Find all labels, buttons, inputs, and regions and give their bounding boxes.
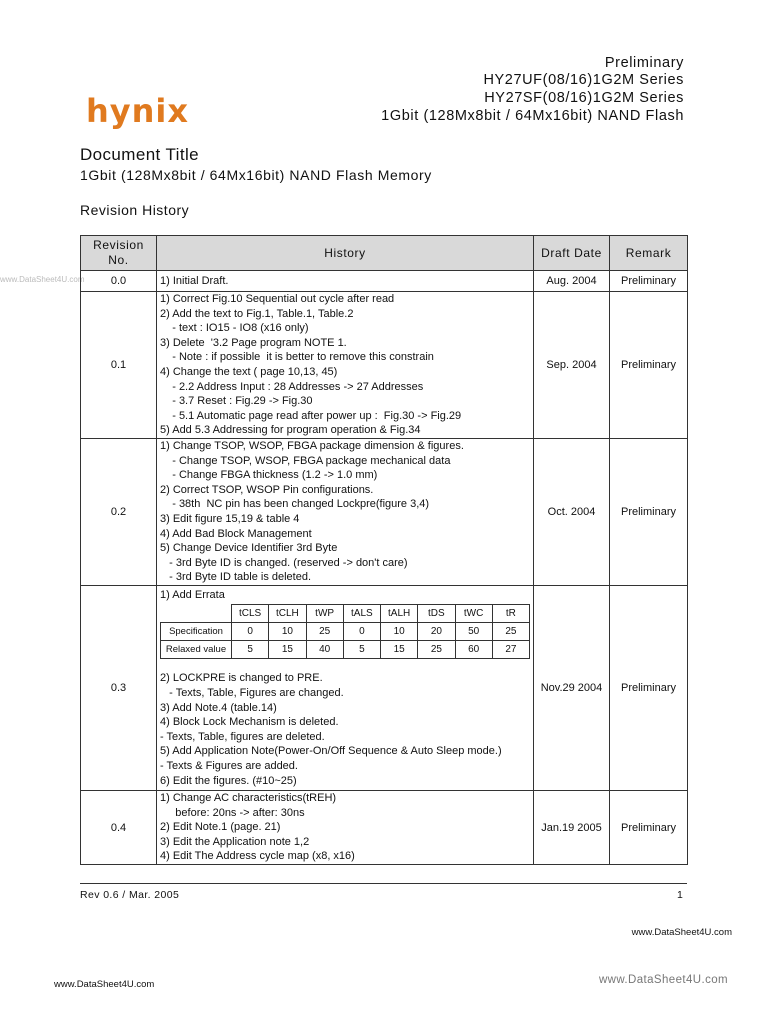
errata-header-row (161, 605, 530, 623)
section-heading: Revision History (80, 202, 190, 218)
errata-cell: 0 (232, 623, 269, 641)
header-series-sf: HY27SF(08/16)1G2M Series (484, 90, 684, 106)
history-line: 1) Change AC characteristics(tREH) (160, 792, 337, 805)
errata-cell: 5 (232, 641, 269, 659)
errata-col-tr: tR (492, 605, 529, 623)
errata-col-twp: tWP (306, 605, 343, 623)
revision-number: 0.2 (81, 439, 157, 586)
hynix-logo: hynix (86, 92, 190, 130)
errata-col-tcls: tCLS (232, 605, 269, 623)
history-line: 5) Change Device Identifier 3rd Byte (160, 542, 338, 555)
header-product: 1Gbit (128Mx8bit / 64Mx16bit) NAND Flash (381, 108, 684, 124)
remark: Preliminary (610, 439, 688, 586)
history-line: - 3rd Byte ID table is deleted. (160, 571, 312, 584)
page-number: 1 (677, 889, 683, 901)
history-line: - 2.2 Address Input : 28 Addresses -> 27 Addresses (160, 380, 424, 393)
history-line: 1) Change TSOP, WSOP, FBGA package dimension & figures. (160, 440, 464, 453)
history-line: - Change FBGA thickness (1.2 -> 1.0 mm) (160, 469, 378, 482)
errata-col-talh: tALH (381, 605, 418, 623)
errata-cell: 10 (381, 623, 418, 641)
revision-number: 0.3 (81, 586, 157, 791)
table-row (81, 586, 688, 791)
footer-divider (80, 883, 687, 884)
table-row (81, 791, 688, 865)
header-remark: Remark (610, 236, 688, 271)
errata-corner (161, 605, 232, 623)
history-cell (157, 586, 534, 791)
remark: Preliminary (610, 292, 688, 439)
history-line: 5) Add Application Note(Power-On/Off Sequence & Auto Sleep mode.) (160, 745, 502, 758)
header-no-label: No. (108, 253, 129, 267)
watermark-link-bottom-left[interactable]: www.DataSheet4U.com (54, 979, 155, 990)
history-line: - Texts, Table, Figures are changed. (160, 687, 344, 700)
watermark-link-right[interactable]: www.DataSheet4U.com (631, 927, 732, 938)
history-line: 1) Add Errata (160, 588, 225, 601)
history-line: - 38th NC pin has been changed Lockpre(figure 3,4) (160, 498, 430, 511)
errata-cell: 40 (306, 641, 343, 659)
draft-date: Jan.19 2005 (534, 791, 610, 865)
history-line: 5) Add 5.3 Addressing for program operation & Fig.34 (160, 424, 421, 437)
history-line: 1) Initial Draft. (160, 274, 229, 287)
remark: Preliminary (610, 271, 688, 292)
errata-col-tals: tALS (343, 605, 380, 623)
revision-number: 0.4 (81, 791, 157, 865)
history-line: 4) Edit The Address cycle map (x8, x16) (160, 850, 355, 863)
errata-row-specification (161, 623, 530, 641)
history-line: 6) Edit the figures. (#10~25) (160, 774, 297, 787)
history-line: - Texts, Table, figures are deleted. (160, 730, 325, 743)
history-line: - Texts & Figures are added. (160, 759, 298, 772)
history-cell (157, 791, 534, 865)
header-revision-no (81, 236, 157, 271)
remark: Preliminary (610, 791, 688, 865)
revision-number: 0.1 (81, 292, 157, 439)
history-line: - text : IO15 - IO8 (x16 only) (160, 322, 309, 335)
footer-revision: Rev 0.6 / Mar. 2005 (80, 889, 180, 901)
history-line: 2) Add the text to Fig.1, Table.1, Table.2 (160, 307, 354, 320)
history-line: - 5.1 Automatic page read after power up : Fig.30 -> Fig.29 (160, 409, 462, 422)
history-line: 3) Edit the Application note 1,2 (160, 835, 310, 848)
errata-cell: 60 (455, 641, 492, 659)
errata-cell: 25 (492, 623, 529, 641)
errata-col-twc: tWC (455, 605, 492, 623)
history-line: 3) Add Note.4 (table.14) (160, 701, 277, 714)
draft-date: Sep. 2004 (534, 292, 610, 439)
revision-history-table (80, 235, 688, 865)
history-line: 4) Add Bad Block Management (160, 527, 312, 540)
history-cell (157, 292, 534, 439)
errata-cell: 5 (343, 641, 380, 659)
history-line: 4) Block Lock Mechanism is deleted. (160, 716, 339, 729)
errata-spacer (160, 663, 533, 671)
document-subtitle: 1Gbit (128Mx8bit / 64Mx16bit) NAND Flash Memory (80, 167, 432, 183)
table-row (81, 439, 688, 586)
history-line: 1) Correct Fig.10 Sequential out cycle after read (160, 293, 395, 306)
header-series-uf: HY27UF(08/16)1G2M Series (483, 72, 684, 88)
errata-row-relaxed (161, 641, 530, 659)
errata-col-tclh: tCLH (269, 605, 306, 623)
errata-cell: 25 (306, 623, 343, 641)
header-draft-date: Draft Date (534, 236, 610, 271)
errata-cell: 25 (418, 641, 455, 659)
history-line: before: 20ns -> after: 30ns (160, 806, 305, 819)
errata-cell: 15 (381, 641, 418, 659)
history-line: 4) Change the text ( page 10,13, 45) (160, 366, 338, 378)
header-preliminary: Preliminary (604, 55, 684, 71)
history-line: 2) Correct TSOP, WSOP Pin configurations. (160, 483, 374, 496)
history-line: - Note : if possible it is better to remove this constrain (160, 351, 434, 364)
revision-number: 0.0 (81, 271, 157, 292)
history-line: 3) Edit figure 15,19 & table 4 (160, 513, 300, 525)
watermark-link-bottom-right[interactable]: www.DataSheet4U.com (598, 974, 728, 986)
side-watermark: www.DataSheet4U.com (0, 275, 85, 284)
document-title: Document Title (80, 145, 199, 164)
errata-row-label: Specification (161, 623, 232, 641)
remark: Preliminary (610, 586, 688, 791)
errata-cell: 20 (418, 623, 455, 641)
errata-table (160, 604, 530, 659)
draft-date: Nov.29 2004 (534, 586, 610, 791)
table-row (81, 292, 688, 439)
history-cell (157, 271, 534, 292)
table-header-row (81, 236, 688, 271)
errata-cell: 50 (455, 623, 492, 641)
history-line: 2) LOCKPRE is changed to PRE. (160, 672, 323, 685)
header-revision-label: Revision (93, 238, 144, 252)
history-line: - Change TSOP, WSOP, FBGA package mechanical data (160, 454, 451, 467)
history-line: - 3.7 Reset : Fig.29 -> Fig.30 (160, 395, 313, 408)
history-line: 3) Delete '3.2 Page program NOTE 1. (160, 336, 347, 349)
draft-date: Oct. 2004 (534, 439, 610, 586)
table-row (81, 271, 688, 292)
draft-date: Aug. 2004 (534, 271, 610, 292)
errata-cell: 15 (269, 641, 306, 659)
errata-cell: 0 (343, 623, 380, 641)
history-line: - 3rd Byte ID is changed. (reserved -> don't care) (160, 556, 408, 569)
errata-col-tds: tDS (418, 605, 455, 623)
history-line: 2) Edit Note.1 (page. 21) (160, 821, 281, 834)
history-cell (157, 439, 534, 586)
errata-cell: 27 (492, 641, 529, 659)
errata-cell: 10 (269, 623, 306, 641)
errata-row-label: Relaxed value (161, 641, 232, 659)
header-history: History (157, 236, 534, 271)
